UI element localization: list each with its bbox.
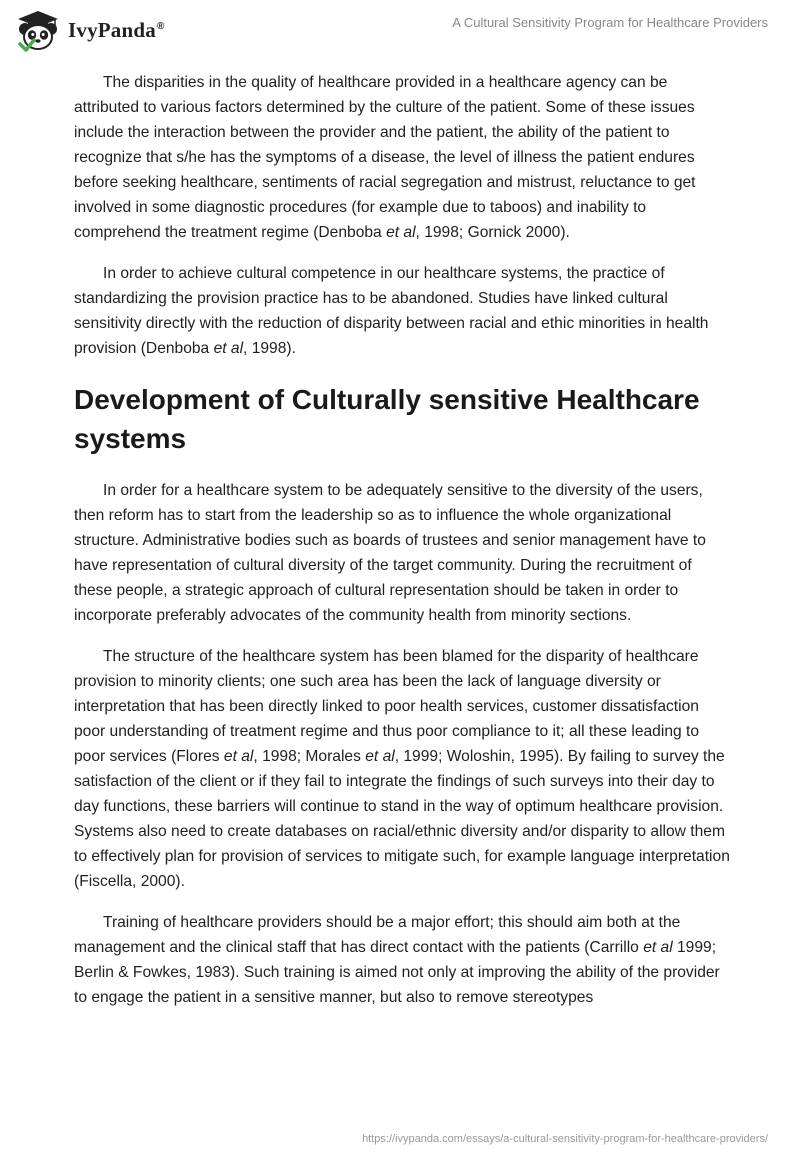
paragraph-cultural-competence: In order to achieve cultural competence in our healthcare systems, the practice of standardizing the provision practice has to be abandoned. Studies have linked cultural sensitivity directly with the reduction of disparity between racial and ethic minorities in health provision (Denboba et al, 1998). <box>74 265 709 357</box>
source-url[interactable]: https://ivypanda.com/essays/a-cultural-sensitivity-program-for-healthcare-providers/ <box>362 1133 768 1145</box>
essay-body <box>74 70 734 1026</box>
paragraph-system-structure: The structure of the healthcare system has been blamed for the disparity of healthcare provision to minority clients; one such area has been the lack of language diversity or interpretation that has been directly linked to poor health services, customer dissatisfaction poor understanding of treatment regime and thus poor compliance to it; all these leading to poor services (Flores et al, 1998; Morales et al, 1999; Woloshin, 1995). By failing to survey the satisfaction of the client or if they fail to integrate the findings of such surveys into their day to day functions, these barriers will continue to stand in the way of optimum healthcare provision. Systems also need to create databases on racial/ethnic diversity and/or disparity to allow them to effectively plan for provision of services to mitigate such, for example language interpretation (Fiscella, 2000). <box>74 648 730 890</box>
page-header <box>0 0 800 62</box>
paragraph-leadership-reform: In order for a healthcare system to be adequately sensitive to the diversity of the users, then reform has to start from the leadership so as to influence the whole organizational structure. Administrative bodies such as boards of trustees and senior management have to have representation of cultural diversity of the target community. During the recruitment of these people, a strategic approach of cultural representation should be taken in order to incorporate preferably advocates of the community health from minority sections. <box>74 482 706 624</box>
document-title: A Cultural Sensitivity Program for Healthcare Providers <box>452 15 768 30</box>
logo-wordmark: IvyPanda® <box>68 17 165 42</box>
ivypanda-logo[interactable] <box>14 8 165 52</box>
paragraph-disparities: The disparities in the quality of healthcare provided in a healthcare agency can be attributed to various factors determined by the culture of the patient. Some of these issues include the interaction between the provider and the patient, the ability of the patient to recognize that s/he has the symptoms of a disease, the level of illness the patient endures before seeking healthcare, sentiments of racial segregation and mistrust, reluctance to get involved in some diagnostic procedures (for example due to taboos) and inability to comprehend the treatment regime (Denboba et al, 1998; Gornick 2000). <box>74 74 696 241</box>
section-heading: Development of Culturally sensitive Healthcare systems <box>74 384 700 454</box>
panda-graduate-icon <box>14 8 62 52</box>
paragraph-provider-training: Training of healthcare providers should be a major effort; this should aim both at the management and the clinical staff that has direct contact with the patients (Carrillo et al 1999; Berlin & Fowkes, 1983). Such training is aimed not only at improving the ability of the provider to engage the patient in a sensitive manner, but also to remove stereotypes <box>74 914 720 1006</box>
